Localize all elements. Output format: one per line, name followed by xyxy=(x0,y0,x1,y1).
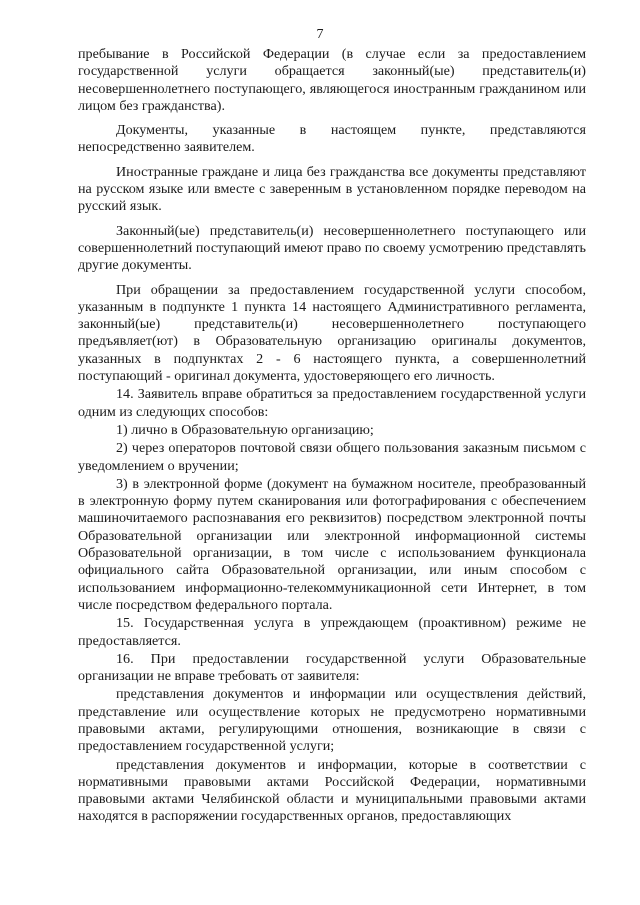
document-body xyxy=(78,46,586,826)
paragraph-documents-submitted: Документы, указанные в настоящем пункте, представляются непосредственно заявителем. xyxy=(78,122,586,156)
paragraph-legal-representatives: Законный(ые) представитель(и) несовершеннолетнего поступающего или совершеннолетний поступающий имеют право по своему усмотрению представлять другие документы. xyxy=(78,222,586,274)
paragraph-clause-14: 14. Заявитель вправе обратиться за предоставлением государственной услуги одним из следующих способов: xyxy=(78,386,586,420)
list-item-postal: 2) через операторов почтовой связи общего пользования заказным письмом с уведомлением о вручении; xyxy=(78,440,586,474)
list-item-in-person: 1) лично в Образовательную организацию; xyxy=(116,421,374,438)
paragraph-clause-15: 15. Государственная услуга в упреждающем (проактивном) режиме не предоставляется. xyxy=(78,615,586,649)
paragraph-clause-16: 16. При предоставлении государственной услуги Образовательные организации не вправе требовать от заявителя: xyxy=(78,650,586,685)
paragraph-originals: При обращении за предоставлением государственной услуги способом, указанным в подпункте 1 пункта 14 настоящего Административного регламента, законный(ые) представитель(и) несовершеннолетнего поступающего предъявляет(ют) в Образовательную организацию оригиналы документов, указанных в подпунктах 2 - 6 настоящего пункта, а совершеннолетний поступающий - оригинал документа, удостоверяющего его личность. xyxy=(78,281,586,385)
paragraph-foreign-citizens: Иностранные граждане и лица без гражданства все документы представляют на русском языке или вместе с заверенным в установленном порядке переводом на русский язык. xyxy=(78,163,586,215)
list-item-documents-in-possession: представления документов и информации, которые в соответствии с нормативными правовыми актами Российской Федерации, нормативными правовыми актами Челябинской области и муниципальными правовыми актами находятся в распоряжении государственных органов, предоставляющих xyxy=(78,756,586,825)
list-item-electronic: 3) в электронной форме (документ на бумажном носителе, преобразованный в электронную форму путем сканирования или фотографирования с обеспечением машиночитаемого распознавания его реквизитов) посредством электронной почты Образовательной организации или электронной информационной системы Образовательной организации, в том числе с использованием функционала официального сайта Образовательной организации, или иным способом с использованием информационно-телекоммуникационной сети Интернет, в том числе посредством федерального портала. xyxy=(78,475,586,613)
list-item-no-extra-documents: представления документов и информации или осуществления действий, представление или осуществление которых не предусмотрено нормативными правовыми актами, регулирующими отношения, возникающие в связи с предоставлением государственной услуги; xyxy=(78,686,586,755)
page-number: 7 xyxy=(316,27,324,42)
paragraph-continuation: пребывание в Российской Федерации (в случае если за предоставлением государственной услуги обращается законный(ые) представитель(и) несовершеннолетнего поступающего, являющегося иностранным гражданином или лицом без гражданства). xyxy=(78,46,586,114)
